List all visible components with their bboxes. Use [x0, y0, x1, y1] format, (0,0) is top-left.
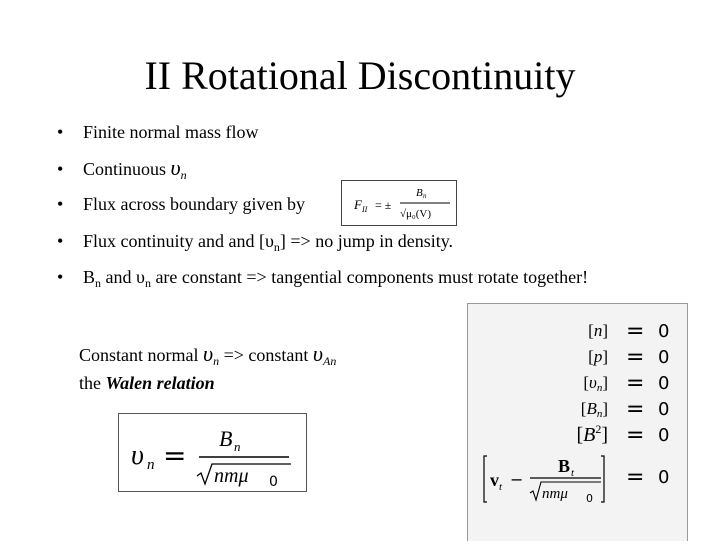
flux-formula-graphic — [342, 181, 456, 225]
bullet-text: Flux across boundary given by — [83, 194, 305, 214]
flux-lhs: F — [354, 197, 362, 212]
velocity-symbol: υ — [170, 155, 181, 180]
walen-text-the: the — [79, 373, 106, 393]
jump-eq: = — [626, 465, 645, 490]
walen-num: B — [219, 426, 233, 451]
walen-num-sub: n — [234, 439, 241, 454]
flux-eq: = ± — [375, 198, 392, 212]
walen-text-mid: => constant — [219, 345, 313, 365]
jump-conditions-graphic — [468, 304, 687, 541]
bullet-text-post: are constant => tangential components must rotate together! — [150, 267, 589, 287]
flux-num-sub: n — [423, 192, 427, 200]
bullet-text-post: ] => no jump in density. — [279, 231, 454, 251]
bullet-marker: • — [57, 194, 64, 214]
jump-lhs-n: [n] — [588, 321, 608, 340]
bullet-marker: • — [57, 122, 64, 142]
bullet-flux-continuity — [57, 230, 453, 258]
jump-rhs: 0 — [658, 321, 670, 342]
jump-vt: v — [490, 470, 499, 490]
jump-rhs: 0 — [658, 425, 670, 446]
jump-bt: B — [558, 456, 571, 476]
jump-minus: − — [510, 470, 524, 489]
flux-formula — [341, 180, 457, 226]
jump-conditions-panel — [467, 303, 688, 541]
jump-lhs-vn: [υn] — [583, 373, 608, 394]
walen-lhs: υ — [131, 440, 144, 471]
jump-eq: = — [626, 371, 645, 396]
field-symbol: B — [83, 267, 96, 287]
bullet-text: Finite normal mass flow — [83, 122, 259, 142]
walen-den: nmμ — [214, 465, 249, 487]
velocity-subscript: n — [144, 276, 151, 290]
bullet-marker: • — [57, 231, 64, 251]
velocity-symbol: υ — [264, 231, 274, 251]
jump-vt-sub: t — [499, 481, 503, 493]
walen-formula — [118, 413, 307, 492]
walen-lhs-sub: n — [147, 457, 155, 473]
jump-den: nmμ — [542, 486, 568, 502]
walen-eq: = — [163, 439, 187, 472]
flux-num: B — [416, 187, 423, 199]
jump-rhs: 0 — [658, 467, 670, 488]
alfven-velocity-symbol: υ — [312, 341, 324, 366]
jump-rhs: 0 — [658, 399, 670, 420]
jump-bt-sub: t — [571, 467, 575, 479]
flux-lhs-sub: II — [362, 205, 368, 214]
jump-lhs-bn: [Bn] — [580, 399, 608, 420]
jump-eq: = — [626, 345, 645, 370]
jump-eq: = — [626, 397, 645, 422]
bullet-text-mid: and — [101, 267, 137, 287]
velocity-subscript: n — [273, 240, 280, 254]
bullet-mass-flow — [57, 121, 258, 143]
bullet-flux — [57, 193, 305, 215]
bullet-continuous-vn — [57, 157, 187, 186]
bullet-marker: • — [57, 267, 64, 287]
bullet-marker: • — [57, 159, 64, 179]
jump-rhs: 0 — [658, 373, 670, 394]
slide-title: II Rotational Discontinuity — [144, 53, 576, 98]
walen-relation-term: Walen relation — [105, 373, 215, 393]
velocity-subscript: n — [213, 354, 220, 368]
walen-text-pre: Constant normal — [79, 345, 203, 365]
field-subscript: n — [95, 276, 102, 290]
bullet-rotate-together — [57, 266, 588, 294]
walen-description — [79, 343, 336, 394]
alfven-velocity-subscript: An — [323, 354, 337, 368]
velocity-subscript: n — [180, 168, 187, 182]
jump-rhs: 0 — [658, 347, 670, 368]
jump-den-sub: 0 — [586, 492, 593, 505]
jump-eq: = — [626, 423, 645, 448]
velocity-symbol: υ — [136, 267, 145, 287]
jump-tangential-row — [484, 456, 604, 505]
bullet-text: Continuous — [83, 159, 167, 179]
velocity-symbol: υ — [203, 341, 214, 366]
walen-line-1 — [79, 343, 336, 372]
jump-eq: = — [626, 319, 645, 344]
walen-line-2 — [79, 372, 336, 394]
flux-den: √μ₀(V) — [400, 208, 432, 220]
walen-formula-graphic — [119, 414, 306, 491]
jump-lhs-b2: $[B^2]$ — [576, 422, 608, 446]
jump-lhs-p: [p] — [588, 347, 608, 366]
bullet-text-pre: Flux continuity and and [ — [83, 231, 265, 251]
walen-den-sub: 0 — [269, 474, 278, 490]
